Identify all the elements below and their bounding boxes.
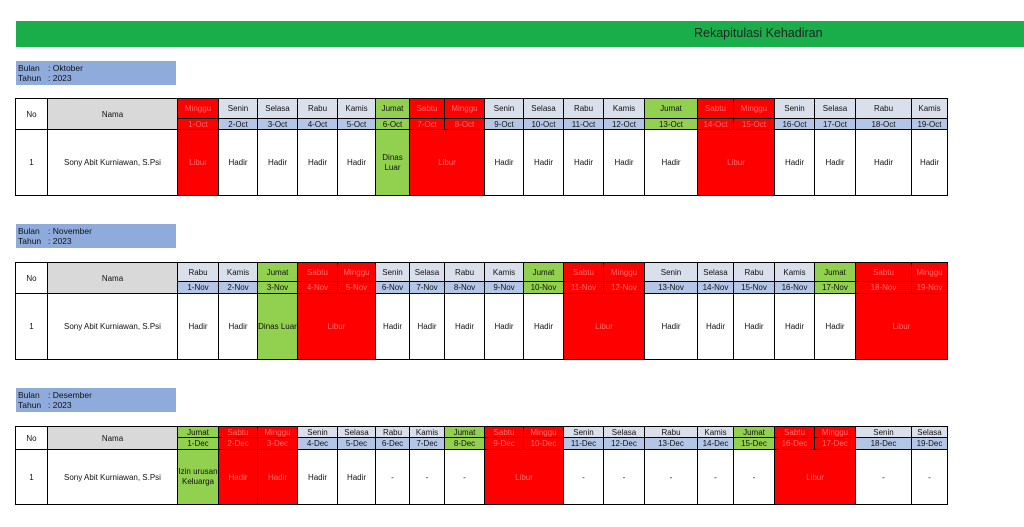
attendance-status-cell: Hadir bbox=[775, 130, 815, 196]
date-cell: 16-Oct bbox=[775, 119, 815, 130]
day-name-cell: Selasa bbox=[912, 427, 948, 438]
day-header-row bbox=[16, 427, 948, 438]
row-number: 1 bbox=[16, 130, 48, 196]
date-cell: 6-Dec bbox=[376, 438, 410, 450]
attendance-status-cell: Hadir bbox=[410, 294, 445, 360]
day-name-cell: Minggu bbox=[604, 263, 645, 282]
attendance-status-cell: Libur bbox=[485, 450, 564, 505]
day-name-cell: Kamis bbox=[410, 427, 445, 438]
attendance-status-cell: Hadir bbox=[376, 294, 410, 360]
date-cell: 11-Dec bbox=[564, 438, 604, 450]
day-name-cell: Jumat bbox=[258, 263, 298, 282]
row-number: 1 bbox=[16, 450, 48, 505]
day-name-cell: Selasa bbox=[524, 99, 564, 119]
no-header: No bbox=[16, 263, 48, 294]
attendance-status-cell: - bbox=[445, 450, 485, 505]
attendance-status-cell: - bbox=[645, 450, 698, 505]
day-name-cell: Rabu bbox=[564, 99, 604, 119]
attendance-status-cell: Hadir bbox=[258, 450, 298, 505]
employee-name: Sony Abit Kurniawan, S.Psi bbox=[48, 130, 178, 196]
day-name-cell: Sabtu bbox=[856, 263, 912, 282]
attendance-status-cell: Dinas Luar bbox=[258, 294, 298, 360]
attendance-status-cell: Libur bbox=[856, 294, 948, 360]
table-row bbox=[16, 294, 948, 360]
attendance-status-cell: Libur bbox=[178, 130, 219, 196]
date-cell: 10-Oct bbox=[524, 119, 564, 130]
attendance-status-cell: Hadir bbox=[298, 450, 338, 505]
day-name-cell: Senin bbox=[856, 427, 912, 438]
bulan-label: Bulan bbox=[18, 226, 40, 236]
attendance-status-cell: Izin urusan Keluarga bbox=[178, 450, 219, 505]
date-cell: 14-Nov bbox=[698, 282, 734, 294]
date-cell: 17-Dec bbox=[815, 438, 856, 450]
day-name-cell: Sabtu bbox=[219, 427, 258, 438]
date-cell: 14-Dec bbox=[698, 438, 734, 450]
date-cell: 18-Oct bbox=[856, 119, 912, 130]
month-info-box bbox=[16, 388, 176, 412]
day-name-cell: Jumat bbox=[645, 99, 698, 119]
date-cell: 12-Nov bbox=[604, 282, 645, 294]
employee-name: Sony Abit Kurniawan, S.Psi bbox=[48, 450, 178, 505]
date-cell: 9-Oct bbox=[485, 119, 524, 130]
date-cell: 15-Oct bbox=[734, 119, 775, 130]
day-name-cell: Rabu bbox=[645, 427, 698, 438]
tahun-label: Tahun bbox=[18, 73, 42, 83]
attendance-status-cell: - bbox=[604, 450, 645, 505]
tahun-value: : 2023 bbox=[48, 236, 72, 246]
date-cell: 15-Dec bbox=[734, 438, 775, 450]
day-name-cell: Jumat bbox=[445, 427, 485, 438]
day-name-cell: Rabu bbox=[856, 99, 912, 119]
date-cell: 9-Dec bbox=[485, 438, 524, 450]
attendance-status-cell: Hadir bbox=[178, 294, 219, 360]
date-cell: 5-Dec bbox=[338, 438, 376, 450]
date-cell: 2-Nov bbox=[219, 282, 258, 294]
day-name-cell: Jumat bbox=[734, 427, 775, 438]
attendance-status-cell: - bbox=[564, 450, 604, 505]
date-cell: 5-Nov bbox=[338, 282, 376, 294]
attendance-status-cell: - bbox=[376, 450, 410, 505]
day-name-cell: Rabu bbox=[734, 263, 775, 282]
nama-header: Nama bbox=[48, 263, 178, 294]
date-cell: 18-Dec bbox=[856, 438, 912, 450]
day-name-cell: Minggu bbox=[258, 427, 298, 438]
day-name-cell: Minggu bbox=[815, 427, 856, 438]
attendance-status-cell: Hadir bbox=[445, 294, 485, 360]
attendance-status-cell: Libur bbox=[698, 130, 775, 196]
attendance-table bbox=[15, 98, 948, 196]
day-name-cell: Kamis bbox=[775, 263, 815, 282]
date-cell: 8-Oct bbox=[445, 119, 485, 130]
day-name-cell: Rabu bbox=[178, 263, 219, 282]
day-name-cell: Minggu bbox=[912, 263, 948, 282]
attendance-status-cell: - bbox=[912, 450, 948, 505]
day-name-cell: Kamis bbox=[698, 427, 734, 438]
attendance-status-cell: Hadir bbox=[338, 450, 376, 505]
day-name-cell: Selasa bbox=[338, 427, 376, 438]
day-name-cell: Selasa bbox=[258, 99, 298, 119]
attendance-table bbox=[15, 262, 948, 360]
tahun-label: Tahun bbox=[18, 236, 42, 246]
day-name-cell: Jumat bbox=[376, 99, 410, 119]
day-name-cell: Minggu bbox=[445, 99, 485, 119]
date-cell: 1-Oct bbox=[178, 119, 219, 130]
date-cell: 17-Oct bbox=[815, 119, 856, 130]
day-name-cell: Sabtu bbox=[698, 99, 734, 119]
attendance-status-cell: Hadir bbox=[219, 294, 258, 360]
day-name-cell: Jumat bbox=[524, 263, 564, 282]
title-bar bbox=[16, 21, 1024, 47]
date-cell: 1-Dec bbox=[178, 438, 219, 450]
date-cell: 10-Nov bbox=[524, 282, 564, 294]
attendance-status-cell: Hadir bbox=[645, 294, 698, 360]
date-cell: 15-Nov bbox=[734, 282, 775, 294]
attendance-status-cell: Dinas Luar bbox=[376, 130, 410, 196]
date-cell: 13-Dec bbox=[645, 438, 698, 450]
attendance-status-cell: Hadir bbox=[219, 130, 258, 196]
date-cell: 5-Oct bbox=[338, 119, 376, 130]
date-cell: 9-Nov bbox=[485, 282, 524, 294]
date-cell: 8-Dec bbox=[445, 438, 485, 450]
attendance-status-cell: - bbox=[410, 450, 445, 505]
day-name-cell: Sabtu bbox=[564, 263, 604, 282]
date-cell: 4-Oct bbox=[298, 119, 338, 130]
attendance-status-cell: Hadir bbox=[912, 130, 948, 196]
date-cell: 3-Oct bbox=[258, 119, 298, 130]
date-cell: 18-Nov bbox=[856, 282, 912, 294]
tahun-value: : 2023 bbox=[48, 400, 72, 410]
attendance-status-cell: Libur bbox=[298, 294, 376, 360]
month-info-box bbox=[16, 61, 176, 85]
day-name-cell: Selasa bbox=[604, 427, 645, 438]
day-name-cell: Minggu bbox=[524, 427, 564, 438]
attendance-status-cell: Libur bbox=[410, 130, 485, 196]
tahun-label: Tahun bbox=[18, 400, 42, 410]
table-row bbox=[16, 450, 948, 505]
day-name-cell: Minggu bbox=[734, 99, 775, 119]
day-name-cell: Selasa bbox=[815, 99, 856, 119]
table-row bbox=[16, 130, 948, 196]
day-name-cell: Senin bbox=[485, 99, 524, 119]
date-cell: 2-Dec bbox=[219, 438, 258, 450]
attendance-status-cell: Libur bbox=[564, 294, 645, 360]
date-cell: 19-Nov bbox=[912, 282, 948, 294]
month-info-box bbox=[16, 224, 176, 248]
attendance-status-cell: Hadir bbox=[645, 130, 698, 196]
day-name-cell: Senin bbox=[219, 99, 258, 119]
nama-header: Nama bbox=[48, 427, 178, 450]
attendance-status-cell: Hadir bbox=[698, 294, 734, 360]
date-cell: 13-Oct bbox=[645, 119, 698, 130]
attendance-status-cell: Hadir bbox=[485, 294, 524, 360]
tahun-value: : 2023 bbox=[48, 73, 72, 83]
employee-name: Sony Abit Kurniawan, S.Psi bbox=[48, 294, 178, 360]
attendance-status-cell: Hadir bbox=[338, 130, 376, 196]
bulan-value: : November bbox=[48, 226, 92, 236]
attendance-status-cell: Hadir bbox=[258, 130, 298, 196]
day-name-cell: Senin bbox=[775, 99, 815, 119]
attendance-status-cell: Hadir bbox=[298, 130, 338, 196]
bulan-value: : Oktober bbox=[48, 63, 83, 73]
date-cell: 7-Nov bbox=[410, 282, 445, 294]
date-cell: 3-Nov bbox=[258, 282, 298, 294]
day-header-row bbox=[16, 263, 948, 282]
date-cell: 11-Nov bbox=[564, 282, 604, 294]
date-cell: 19-Dec bbox=[912, 438, 948, 450]
attendance-status-cell: Hadir bbox=[815, 294, 856, 360]
date-cell: 7-Dec bbox=[410, 438, 445, 450]
day-name-cell: Minggu bbox=[178, 99, 219, 119]
day-name-cell: Jumat bbox=[815, 263, 856, 282]
date-cell: 6-Oct bbox=[376, 119, 410, 130]
attendance-status-cell: Hadir bbox=[815, 130, 856, 196]
day-name-cell: Selasa bbox=[698, 263, 734, 282]
attendance-status-cell: Hadir bbox=[734, 294, 775, 360]
date-cell: 19-Oct bbox=[912, 119, 948, 130]
date-cell: 4-Dec bbox=[298, 438, 338, 450]
day-name-cell: Senin bbox=[298, 427, 338, 438]
day-name-cell: Senin bbox=[376, 263, 410, 282]
bulan-value: : Desember bbox=[48, 390, 92, 400]
date-cell: 16-Nov bbox=[775, 282, 815, 294]
row-number: 1 bbox=[16, 294, 48, 360]
date-cell: 2-Oct bbox=[219, 119, 258, 130]
attendance-status-cell: - bbox=[698, 450, 734, 505]
date-cell: 10-Dec bbox=[524, 438, 564, 450]
day-header-row bbox=[16, 99, 948, 119]
attendance-table bbox=[15, 426, 948, 505]
no-header: No bbox=[16, 427, 48, 450]
attendance-status-cell: Hadir bbox=[775, 294, 815, 360]
day-name-cell: Rabu bbox=[445, 263, 485, 282]
day-name-cell: Kamis bbox=[219, 263, 258, 282]
date-cell: 3-Dec bbox=[258, 438, 298, 450]
date-cell: 4-Nov bbox=[298, 282, 338, 294]
attendance-status-cell: - bbox=[734, 450, 775, 505]
attendance-status-cell: - bbox=[856, 450, 912, 505]
day-name-cell: Kamis bbox=[338, 99, 376, 119]
attendance-status-cell: Libur bbox=[775, 450, 856, 505]
day-name-cell: Minggu bbox=[338, 263, 376, 282]
day-name-cell: Kamis bbox=[485, 263, 524, 282]
day-name-cell: Sabtu bbox=[485, 427, 524, 438]
date-cell: 7-Oct bbox=[410, 119, 445, 130]
date-cell: 8-Nov bbox=[445, 282, 485, 294]
day-name-cell: Kamis bbox=[604, 99, 645, 119]
date-cell: 14-Oct bbox=[698, 119, 734, 130]
attendance-status-cell: Hadir bbox=[604, 130, 645, 196]
date-cell: 12-Dec bbox=[604, 438, 645, 450]
attendance-status-cell: Hadir bbox=[564, 130, 604, 196]
attendance-status-cell: Hadir bbox=[219, 450, 258, 505]
bulan-label: Bulan bbox=[18, 390, 40, 400]
page-title: Rekapitulasi Kehadiran bbox=[694, 26, 823, 40]
date-cell: 16-Dec bbox=[775, 438, 815, 450]
date-cell: 11-Oct bbox=[564, 119, 604, 130]
day-name-cell: Rabu bbox=[376, 427, 410, 438]
day-name-cell: Senin bbox=[564, 427, 604, 438]
day-name-cell: Sabtu bbox=[775, 427, 815, 438]
date-cell: 13-Nov bbox=[645, 282, 698, 294]
day-name-cell: Sabtu bbox=[410, 99, 445, 119]
day-name-cell: Jumat bbox=[178, 427, 219, 438]
attendance-status-cell: Hadir bbox=[856, 130, 912, 196]
attendance-status-cell: Hadir bbox=[485, 130, 524, 196]
no-header: No bbox=[16, 99, 48, 130]
day-name-cell: Selasa bbox=[410, 263, 445, 282]
day-name-cell: Rabu bbox=[298, 99, 338, 119]
bulan-label: Bulan bbox=[18, 63, 40, 73]
nama-header: Nama bbox=[48, 99, 178, 130]
attendance-status-cell: Hadir bbox=[524, 294, 564, 360]
date-cell: 6-Nov bbox=[376, 282, 410, 294]
date-cell: 1-Nov bbox=[178, 282, 219, 294]
day-name-cell: Senin bbox=[645, 263, 698, 282]
day-name-cell: Sabtu bbox=[298, 263, 338, 282]
date-cell: 12-Oct bbox=[604, 119, 645, 130]
attendance-status-cell: Hadir bbox=[524, 130, 564, 196]
date-cell: 17-Nov bbox=[815, 282, 856, 294]
day-name-cell: Kamis bbox=[912, 99, 948, 119]
